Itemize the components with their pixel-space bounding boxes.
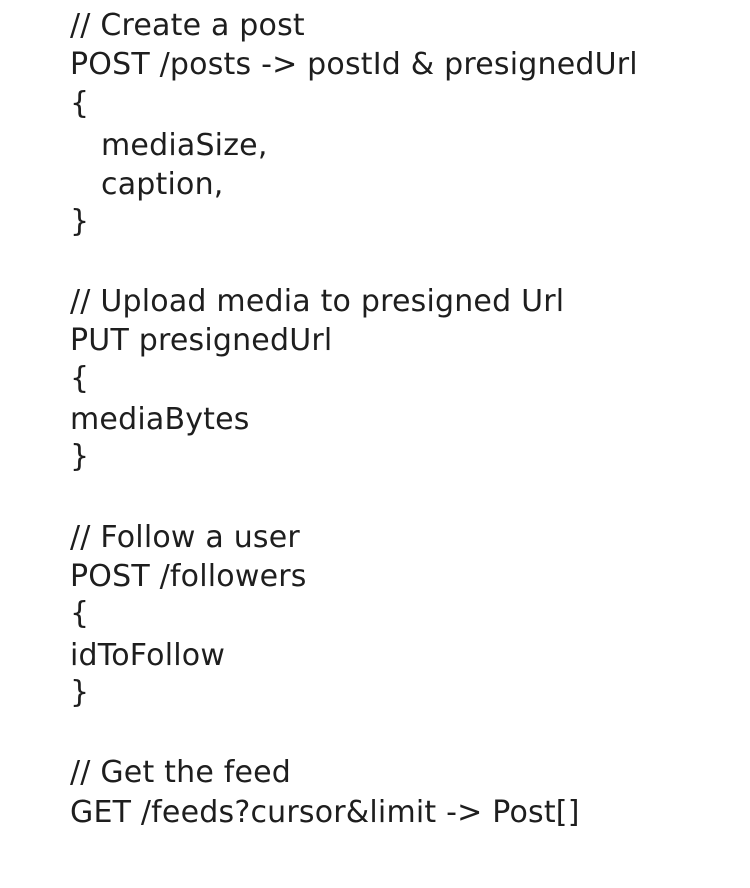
get-feed-comment: // Get the feed bbox=[70, 755, 292, 790]
create-post-field-caption: caption, bbox=[101, 167, 224, 202]
follow-user-request: POST /followers bbox=[70, 559, 307, 594]
follow-user-open-brace: { bbox=[70, 596, 90, 631]
follow-user-field-id-to-follow: idToFollow bbox=[70, 638, 226, 673]
create-post-comment: // Create a post bbox=[70, 8, 305, 43]
upload-media-field-media-bytes: mediaBytes bbox=[70, 402, 250, 437]
upload-media-open-brace: { bbox=[70, 361, 90, 396]
create-post-open-brace: { bbox=[70, 86, 90, 121]
upload-media-close-brace: } bbox=[70, 439, 90, 474]
create-post-field-media-size: mediaSize, bbox=[101, 128, 268, 163]
follow-user-close-brace: } bbox=[70, 675, 90, 710]
follow-user-comment: // Follow a user bbox=[70, 520, 300, 555]
create-post-request: POST /posts -> postId & presignedUrl bbox=[70, 47, 638, 82]
create-post-close-brace: } bbox=[70, 204, 90, 239]
upload-media-request: PUT presignedUrl bbox=[70, 323, 333, 358]
upload-media-comment: // Upload media to presigned Url bbox=[70, 284, 565, 319]
get-feed-request: GET /feeds?cursor&limit -> Post[] bbox=[70, 795, 580, 830]
